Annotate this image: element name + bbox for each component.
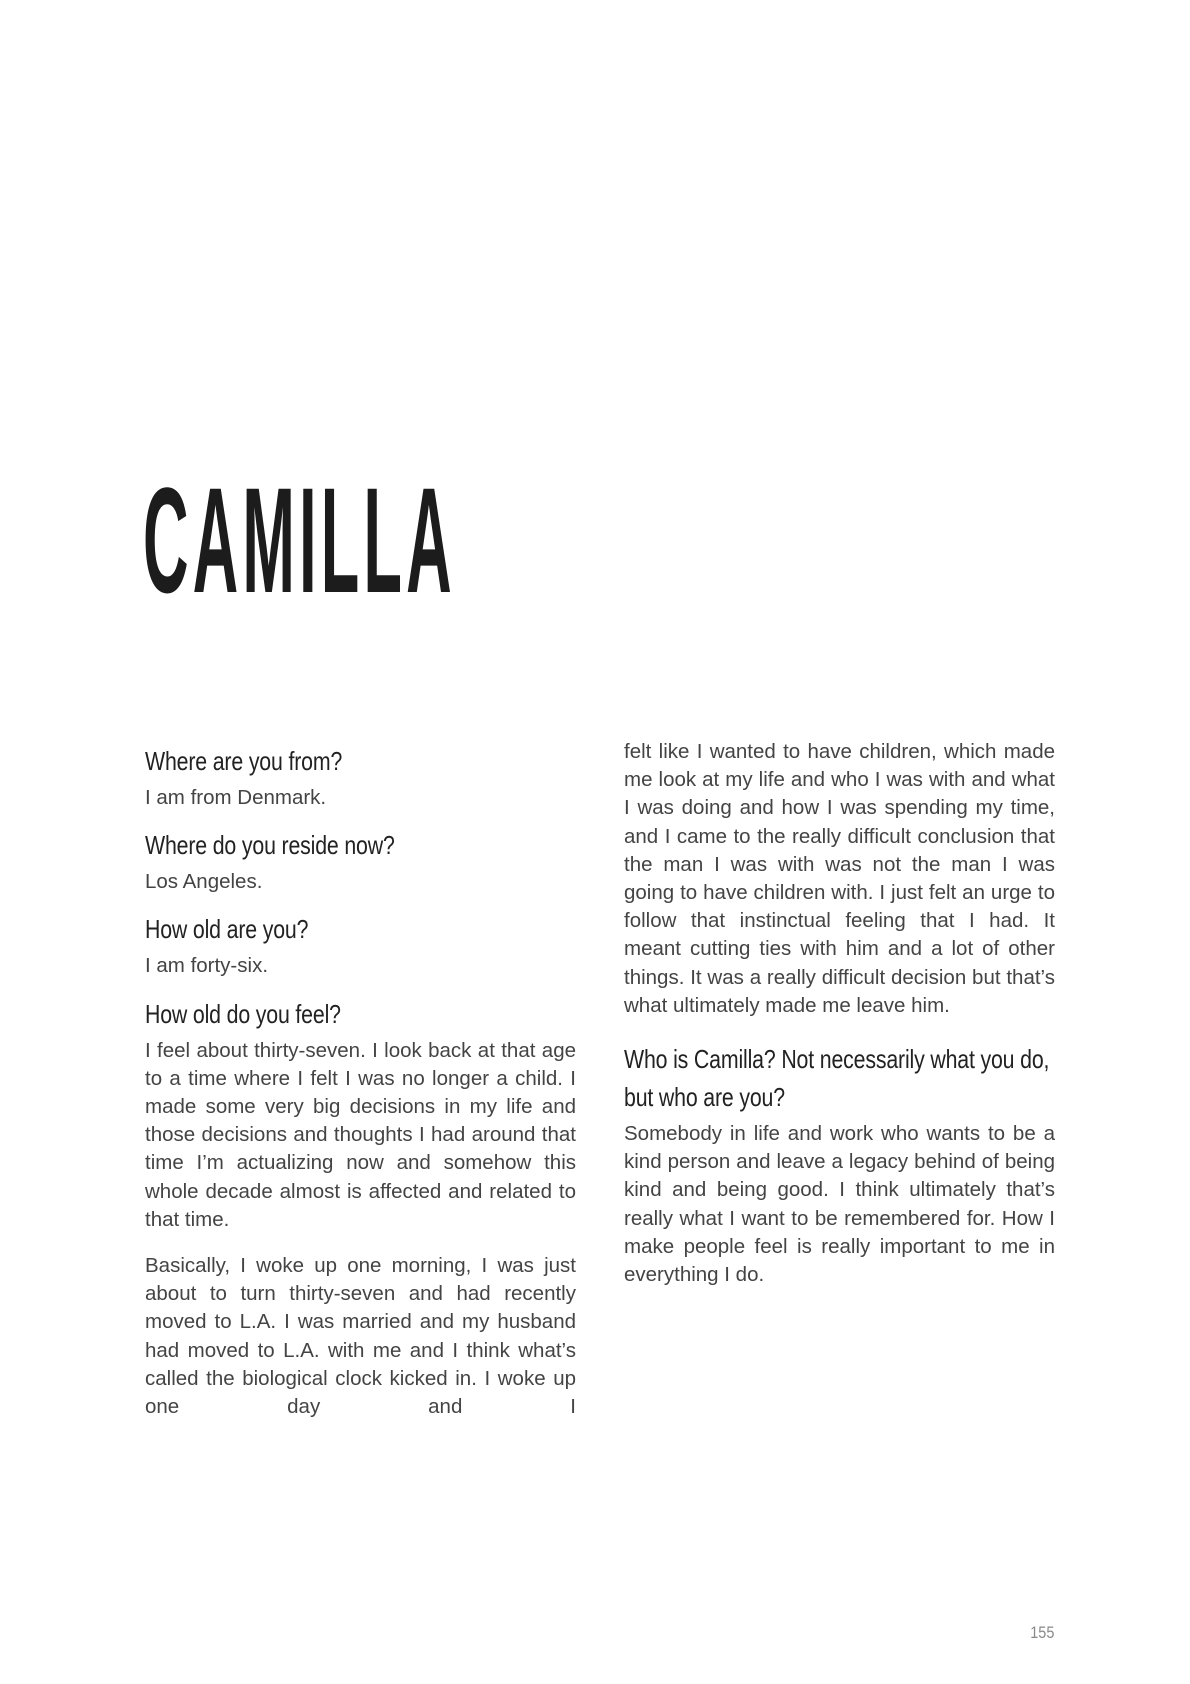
question-felt-age: How old do you feel?: [145, 998, 341, 1029]
question-who-is-camilla: Who is Camilla? Not necessarily what you do, but who are you?: [624, 1044, 1050, 1113]
question-residence: Where do you reside now?: [145, 830, 395, 861]
answer-felt-age-paragraph-1: I feel about thirty-seven. I look back at that age to a time where I felt I was no longer a child. I made some very big decisions in my life and those decisions and thoughts I had around that time I’m actualizing now and somehow this whole decade almost is affected and related to that time.: [145, 1038, 576, 1231]
answer-residence: Los Angeles.: [145, 870, 263, 894]
left-column: [145, 742, 576, 1435]
question-age: How old are you?: [145, 914, 309, 945]
question-origin: Where are you from?: [145, 746, 343, 776]
page-title: CAMILLA: [143, 456, 456, 624]
answer-age: I am forty-six.: [145, 954, 269, 978]
answer-felt-age-paragraph-2: Basically, I woke up one morning, I was just about to turn thirty-seven and had recently moved to L.A. I was married and my husband had moved to L.A. with me and I think what’s called the biological clock kicked in. I woke up one day and I: [145, 1254, 576, 1419]
answer-origin: I am from Denmark.: [145, 786, 327, 809]
right-column: [624, 738, 1055, 1303]
page-number: 155: [1029, 1623, 1054, 1642]
answer-felt-age-continued: felt like I wanted to have children, which made me look at my life and who I was with and what I was doing and how I was spending my time, and I came to the really difficult conclusion that the man I was with was not the man I was going to have children with. I just felt an urge to follow that instinctual feeling that I had. It meant cutting ties with him and a lot of other things. It was a really difficult decision but that’s what ultimately made me leave him.: [624, 740, 1055, 1017]
answer-who-is-camilla: Somebody in life and work who wants to be a kind person and leave a legacy behind of being kind and being good. I think ultimately that’s really what I want to be remembered for. How I make people feel is really important to me in everything I do.: [624, 1122, 1055, 1287]
